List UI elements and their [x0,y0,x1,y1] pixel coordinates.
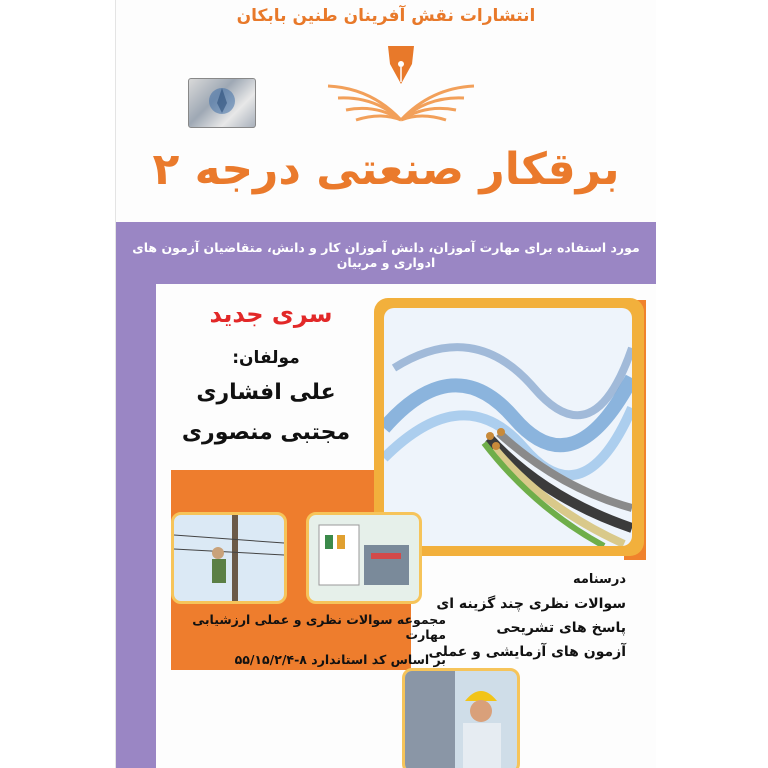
technician-photo [402,668,520,768]
author-name: مجتبی منصوری [181,420,351,445]
hologram-seal [188,78,256,128]
authors-label: مولفان: [232,348,300,368]
book-cover [115,0,656,768]
feature-item: آزمون های آزمایشی و عملی [428,644,626,660]
tagline: مورد استفاده برای مهارت آموزان، دانش آموزان کار و دانش، متقاضیان آزمون های ادواری و مربیان [132,240,640,270]
pen-nib-book-logo [316,42,486,124]
cables-image [384,308,632,546]
new-series-label: سری جدید [209,300,333,328]
lineman-photo [171,512,287,604]
standard-code: بر اساس کد استاندارد ۸-۵۵/۱۵/۲/۴ [234,652,446,667]
author-name: علی افشاری [196,380,336,405]
feature-item: سوالات نظری چند گزینه ای [436,596,626,612]
book-title: برقکار صنعتی درجه ۲ [152,144,620,195]
purple-side-strip [116,284,156,768]
features-heading: درسنامه [572,572,626,587]
panel-photo [306,512,422,604]
publisher-name: انتشارات نقش آفرینان طنین بابکان [236,6,536,26]
collection-subtitle: مجموعه سوالات نظری و عملی ارزشیابی مهارت [192,612,446,642]
feature-item: پاسخ های تشریحی [496,620,626,636]
